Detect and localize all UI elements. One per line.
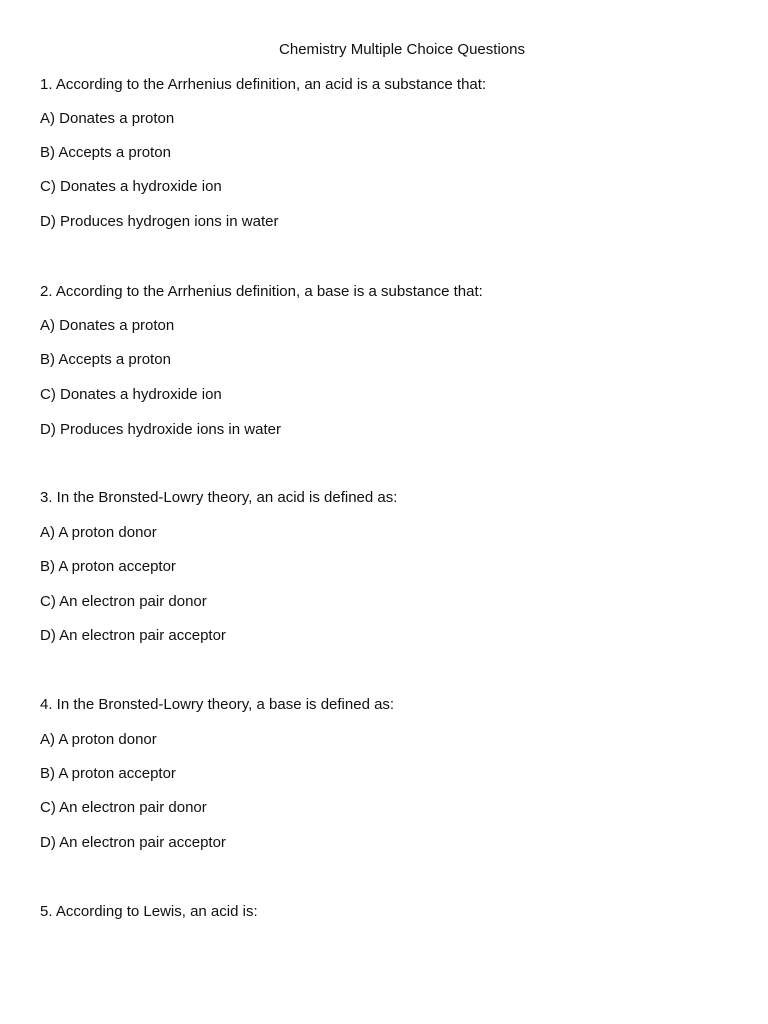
question-prompt: 5. According to Lewis, an acid is: — [40, 903, 258, 920]
question-prompt: 1. According to the Arrhenius definition, an acid is a substance that: — [40, 76, 487, 93]
answer-option-b: B) Accepts a proton — [40, 144, 171, 161]
answer-option-c: C) Donates a hydroxide ion — [40, 178, 222, 195]
answer-option-a: A) Donates a proton — [40, 110, 175, 127]
answer-option-c: C) An electron pair donor — [40, 799, 207, 816]
question-prompt: 4. In the Bronsted-Lowry theory, a base is defined as: — [40, 696, 395, 713]
answer-option-a: A) A proton donor — [40, 524, 157, 541]
answer-option-c: C) An electron pair donor — [40, 593, 207, 610]
answer-option-b: B) A proton acceptor — [40, 765, 176, 782]
answer-option-d: D) An electron pair acceptor — [40, 834, 226, 851]
document-title: Chemistry Multiple Choice Questions — [279, 41, 525, 58]
question-prompt: 3. In the Bronsted-Lowry theory, an acid is defined as: — [40, 489, 398, 506]
question-prompt: 2. According to the Arrhenius definition, a base is a substance that: — [40, 283, 483, 300]
answer-option-d: D) Produces hydrogen ions in water — [40, 213, 279, 230]
answer-option-d: D) Produces hydroxide ions in water — [40, 421, 281, 438]
answer-option-d: D) An electron pair acceptor — [40, 627, 226, 644]
answer-option-c: C) Donates a hydroxide ion — [40, 386, 222, 403]
answer-option-a: A) A proton donor — [40, 731, 157, 748]
answer-option-a: A) Donates a proton — [40, 317, 175, 334]
answer-option-b: B) A proton acceptor — [40, 558, 176, 575]
answer-option-b: B) Accepts a proton — [40, 351, 171, 368]
